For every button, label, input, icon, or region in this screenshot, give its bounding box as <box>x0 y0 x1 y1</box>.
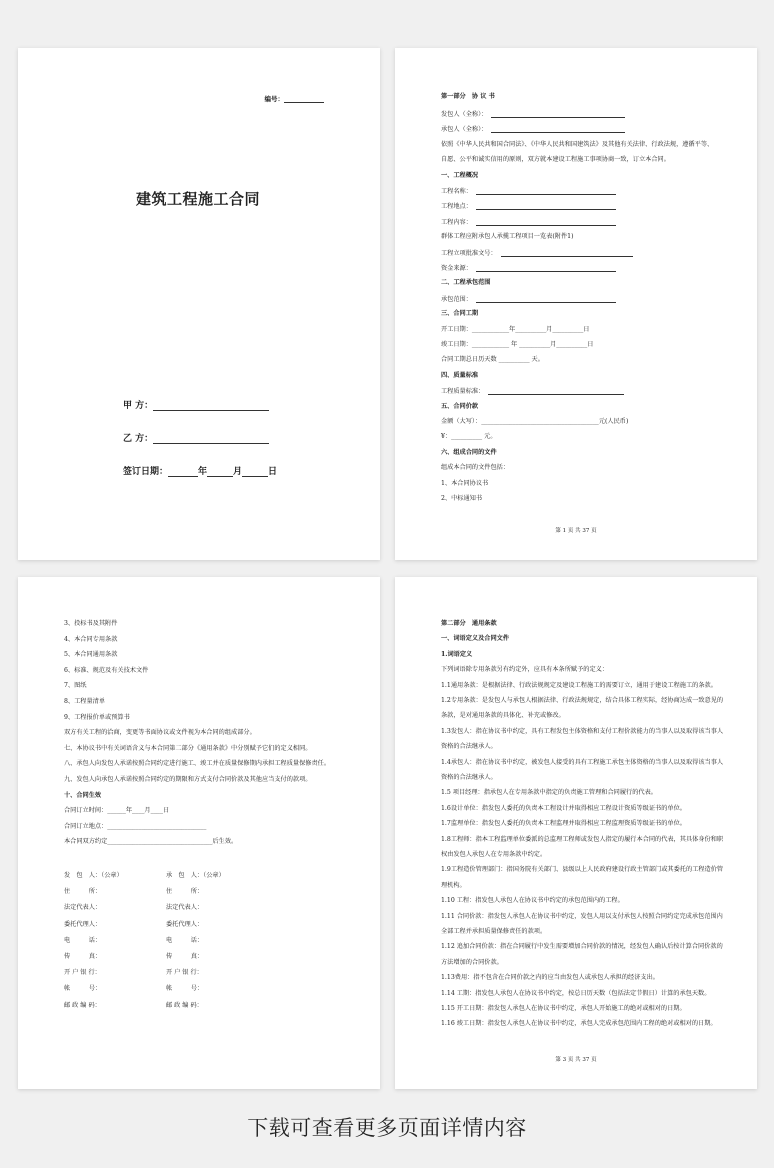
text-line-content: 1.11 合同价款：指发包人承包人在协议书中约定，发包人用以支付承包人按照合同约定完成承包范围内 <box>441 912 723 920</box>
text-line-content: 五、合同价款 <box>441 402 479 410</box>
contract-number: 编号： <box>265 94 325 103</box>
text-line-content: 1.2专用条款：是发包人与承包人根据法律、行政法规规定，结合具体工程实际，经协商达成一致意见的 <box>441 697 724 704</box>
text-line <box>441 775 497 781</box>
text-line <box>64 652 117 658</box>
contractor-sign-field: 传 真： <box>166 953 204 960</box>
fill-in-blank <box>476 219 616 226</box>
employer-sign-field: 委托代理人： <box>64 920 102 928</box>
text-line-content: 资格的合法继承人。 <box>441 743 497 751</box>
text-line-content: 3、投标书及其附件 <box>64 620 118 627</box>
text-line <box>64 808 169 814</box>
fill-in-blank <box>491 111 625 118</box>
text-line-content: 1.词语定义 <box>441 650 473 658</box>
text-line <box>441 219 616 226</box>
text-line <box>441 914 723 920</box>
text-line <box>441 867 723 873</box>
text-line-content: 承包人（全称）： <box>441 126 488 134</box>
text-line <box>441 142 713 148</box>
text-line <box>64 637 117 643</box>
party-b-row: 乙 方： <box>123 431 269 444</box>
text-line <box>64 621 117 627</box>
text-line <box>441 327 590 333</box>
text-line <box>441 898 624 904</box>
fill-in-blank <box>476 203 616 210</box>
text-line <box>441 342 593 348</box>
text-line-content: 群体工程应附承包人承揽工程项目一览表(附件1) <box>441 233 574 241</box>
text-line <box>441 496 482 502</box>
text-line-content: 工程内容： <box>441 218 472 226</box>
text-line-content: 8、工程量清单 <box>64 698 106 705</box>
text-line <box>441 404 478 410</box>
text-line-content: 全部工程并承担质量保修责任的款项。 <box>441 928 547 935</box>
text-line <box>441 667 608 673</box>
text-line-content: 1.15 开工日期：指发包人承包人在协议书中约定，承包人开始施工的绝对或相对的日期。 <box>441 1005 686 1012</box>
agreement-continued-page <box>18 577 380 1089</box>
general-terms-page <box>395 577 757 1089</box>
text-line-content: 依照《中华人民共和国合同法》、《中华人民共和国建筑法》及其他有关法律、行政法规，遵循平等、 <box>441 140 714 148</box>
text-line-content: ¥：__________ 元。 <box>441 433 497 441</box>
text-line-content: 1.4承包人：指在协议书中约定，被发包人接受的具有工程施工承包主体资格的当事人以及取得该当事人 <box>441 758 724 766</box>
text-line <box>441 173 478 179</box>
text-line-content: 合同订立时间：______年____月____日 <box>64 807 170 815</box>
text-line-content: 工程质量标准： <box>441 387 485 395</box>
text-line <box>441 837 723 843</box>
contractor-sign-field: 承 包 人：（公章） <box>166 872 225 879</box>
text-line-content: 1.6设计单位：指发包人委托的负责本工程设计并取得相应工程设计资质等级证书的单位。 <box>441 804 686 812</box>
text-line <box>441 203 616 210</box>
text-line <box>64 715 130 721</box>
text-line-content: 合同订立地点：________________________________ <box>64 822 207 830</box>
fill-in-blank <box>501 250 633 257</box>
text-line <box>441 760 723 766</box>
text-line <box>441 188 616 195</box>
text-line <box>441 713 565 719</box>
text-line <box>441 265 616 272</box>
text-line-content: 七、本协议书中有关词语含义与本合同第二部分《通用条款》中分别赋予它们的定义相同。 <box>64 744 312 752</box>
employer-sign-field: 传 真： <box>64 953 102 960</box>
contractor-sign-field: 开 户 银 行： <box>166 969 203 977</box>
text-line <box>441 419 628 425</box>
text-line <box>64 839 237 845</box>
contractor-sign-field: 帐 号： <box>166 985 204 993</box>
text-line <box>64 777 312 783</box>
text-line <box>441 373 478 379</box>
text-line <box>441 852 546 858</box>
fill-in-blank <box>476 188 616 195</box>
text-line-content: 二、工程承包范围 <box>441 279 491 287</box>
text-line <box>441 388 624 395</box>
text-line <box>441 944 723 950</box>
employer-sign-field: 帐 号： <box>64 985 102 993</box>
text-line <box>441 357 544 363</box>
text-line-content: 九、发包人向承包人承诺按照合同约定的期限和方式支付合同价款及其他应当支付的款项。 <box>64 776 312 783</box>
contractor-sign-field: 法定代表人： <box>166 904 204 912</box>
employer-sign-field: 邮 政 编 码： <box>64 1001 101 1009</box>
text-line-content: 9、工程报价单或预算书 <box>64 713 130 721</box>
text-line <box>441 729 723 735</box>
party-a-row: 甲 方： <box>123 398 269 411</box>
text-line-content: 条款，是对通用条款的具体化、补充或修改。 <box>441 712 565 720</box>
text-line <box>441 975 659 981</box>
text-line <box>441 465 509 471</box>
text-line-content: 发包人（全称）： <box>441 110 488 118</box>
text-line <box>441 960 503 966</box>
fill-in-blank <box>476 265 616 272</box>
text-line <box>441 234 574 240</box>
text-line-content: 1.16 竣工日期：指发包人承包人在协议书中约定，承包人完成承包范围内工程的绝对或相对的日期。 <box>441 1020 717 1028</box>
fill-in-blank <box>488 388 624 395</box>
text-line-content: 工程地点： <box>441 203 472 211</box>
text-line-content: 一、工程概况 <box>441 171 479 179</box>
contractor-sign-field: 委托代理人： <box>166 920 204 928</box>
page-number: 第 1 页 共 37 页 <box>555 528 597 534</box>
page-number: 第 3 页 共 37 页 <box>555 1057 597 1063</box>
text-line-content: 合同工期总日历天数 __________ 天。 <box>441 356 544 364</box>
employer-sign-field: 电 话： <box>64 936 102 944</box>
sign-date-row: 签订日期： 年 月 日 <box>123 467 278 477</box>
text-line-content: 资格的合法继承人。 <box>441 774 497 781</box>
contract-title: 建筑工程施工合同 <box>136 190 261 208</box>
text-line-content: 1.5 项目经理：指承包人在专用条款中指定的负责施工管理和合同履行的代表。 <box>441 789 657 797</box>
employer-sign-field: 住 所： <box>64 888 102 896</box>
text-line-content: 2、中标通知书 <box>441 495 483 502</box>
text-line-content: 1.8工程师：指本工程监理单位委派的总监理工程师或发包人指定的履行本合同的代表，其具体身份和职 <box>441 835 724 843</box>
text-line-content: 1.9工程造价管理部门：指国务院有关部门、县级以上人民政府建设行政主管部门或其委托的工程造价管 <box>441 866 724 874</box>
text-line <box>441 450 497 456</box>
text-line-content: 八、承包人向发包人承诺按照合同约定进行施工、竣工并在质量保修期内承担工程质量保修责任。 <box>64 760 331 768</box>
text-line <box>441 126 625 133</box>
text-line-content: 1.13费用：指不包含在合同价款之内的应当由发包人或承包人承担的经济支出。 <box>441 974 659 982</box>
text-line-content: 4、本合同专用条款 <box>64 635 118 643</box>
text-line-content: 一、词语定义及合同文件 <box>441 635 510 643</box>
text-line-content: 1.14 工期：指发包人承包人在协议书中约定，按总日历天数（包括法定节假日）计算的承包天数。 <box>441 989 711 997</box>
text-line <box>441 929 546 935</box>
employer-sign-field: 开 户 银 行： <box>64 969 101 977</box>
text-line <box>441 821 686 827</box>
text-line-content: 三、合同工期 <box>441 310 479 318</box>
employer-sign-field: 发 包 人：（公章） <box>64 872 123 879</box>
text-line <box>441 250 633 257</box>
cover-page <box>18 48 380 560</box>
text-line-content: 金额（大写）：______________________________________元(人民币) <box>441 418 629 425</box>
text-line <box>441 311 478 317</box>
text-line-content: 1.7监理单位：指发包人委托的负责本工程监理并取得相应工程监理资质等级证书的单位。 <box>441 820 686 828</box>
fill-in-blank <box>491 126 625 133</box>
text-line-content: 双方有关工程的洽商，变更等书面协议或文件视为本合同的组成部分。 <box>64 729 256 737</box>
text-line-content: 组成本合同的文件包括： <box>441 464 510 472</box>
text-line <box>441 636 509 642</box>
text-line <box>64 683 87 689</box>
text-line <box>441 806 686 812</box>
text-line-content: 承包范围： <box>441 295 472 303</box>
text-line-content: 理机构。 <box>441 881 466 889</box>
text-line <box>64 699 105 705</box>
text-line-content: 方法增加的合同价款。 <box>441 958 503 966</box>
text-line-content: 十、合同生效 <box>64 791 102 799</box>
text-line <box>441 111 625 118</box>
text-line-content: 1.10 工程：指发包人承包人在协议书中约定的承包范围内的工程。 <box>441 897 624 905</box>
text-line <box>64 746 312 752</box>
text-line <box>441 744 497 750</box>
text-line <box>64 730 256 736</box>
text-line-content: 7、图纸 <box>64 682 87 690</box>
text-line-content: 自愿、公平和诚实信用的原则，双方就本建设工程施工事项协商一致，订立本合同。 <box>441 156 670 164</box>
employer-sign-field: 法定代表人： <box>64 904 102 912</box>
text-line <box>441 481 488 487</box>
text-line-content: 1.3发包人：指在协议书中约定，具有工程发包主体资格和支付工程价款能力的当事人以及取得该当事人 <box>441 727 724 735</box>
text-line-content: 1.12 追加合同价款：指在合同履行中发生需要增加合同价款的情况，经发包人确认后按计算合同价款的 <box>441 943 723 951</box>
text-line <box>441 698 723 704</box>
text-line-content: 第二部分 通用条款 <box>441 620 497 627</box>
text-line <box>441 790 657 796</box>
text-line-content: 资金来源： <box>441 264 472 272</box>
contractor-sign-field: 住 所： <box>166 888 204 896</box>
text-line <box>441 621 497 627</box>
text-line-content: 6、标准、规范及有关技术文件 <box>64 666 149 674</box>
text-line <box>64 761 330 767</box>
text-line <box>64 793 101 799</box>
text-line <box>441 1006 686 1012</box>
text-line-content: 下列词语除专用条款另有约定外，应具有本条所赋予的定义： <box>441 666 609 674</box>
text-line <box>441 1021 717 1027</box>
text-line <box>441 296 616 303</box>
text-line-content: 工程立项批准文号： <box>441 249 497 257</box>
text-line-content: 本合同双方约定__________________________________后生效。 <box>64 838 238 846</box>
text-line <box>441 652 472 658</box>
text-line-content: 开工日期：____________年__________月__________日 <box>441 325 590 333</box>
contractor-sign-field: 邮 政 编 码： <box>166 1001 203 1009</box>
text-line <box>441 683 717 689</box>
text-line <box>441 434 496 440</box>
text-line-content: 六、组成合同的文件 <box>441 448 497 456</box>
text-line <box>441 991 710 997</box>
text-line-content: 竣工日期：____________ 年 __________月__________日 <box>441 341 594 348</box>
text-line <box>64 668 148 674</box>
text-line-content: 5、本合同通用条款 <box>64 651 118 659</box>
download-caption: 下载可查看更多页面详情内容 <box>247 1116 527 1140</box>
text-line-content: 1、本合同协议书 <box>441 479 489 487</box>
text-line-content: 工程名称： <box>441 187 472 195</box>
text-line <box>441 280 491 286</box>
text-line <box>441 883 466 889</box>
text-line-content: 1.1通用条款：是根据法律、行政法规规定及建设工程施工的需要订立，通用于建设工程施工的条款。 <box>441 681 717 689</box>
text-line <box>64 824 206 830</box>
text-line <box>441 157 670 163</box>
agreement-heading: 第一部分 协 议 书 <box>441 93 495 100</box>
text-line-content: 权由发包人承包人在专用条款中约定。 <box>441 851 547 858</box>
fill-in-blank <box>476 296 616 303</box>
text-line-content: 四、质量标准 <box>441 371 479 379</box>
contractor-sign-field: 电 话： <box>166 936 204 944</box>
agreement-page <box>395 48 757 560</box>
